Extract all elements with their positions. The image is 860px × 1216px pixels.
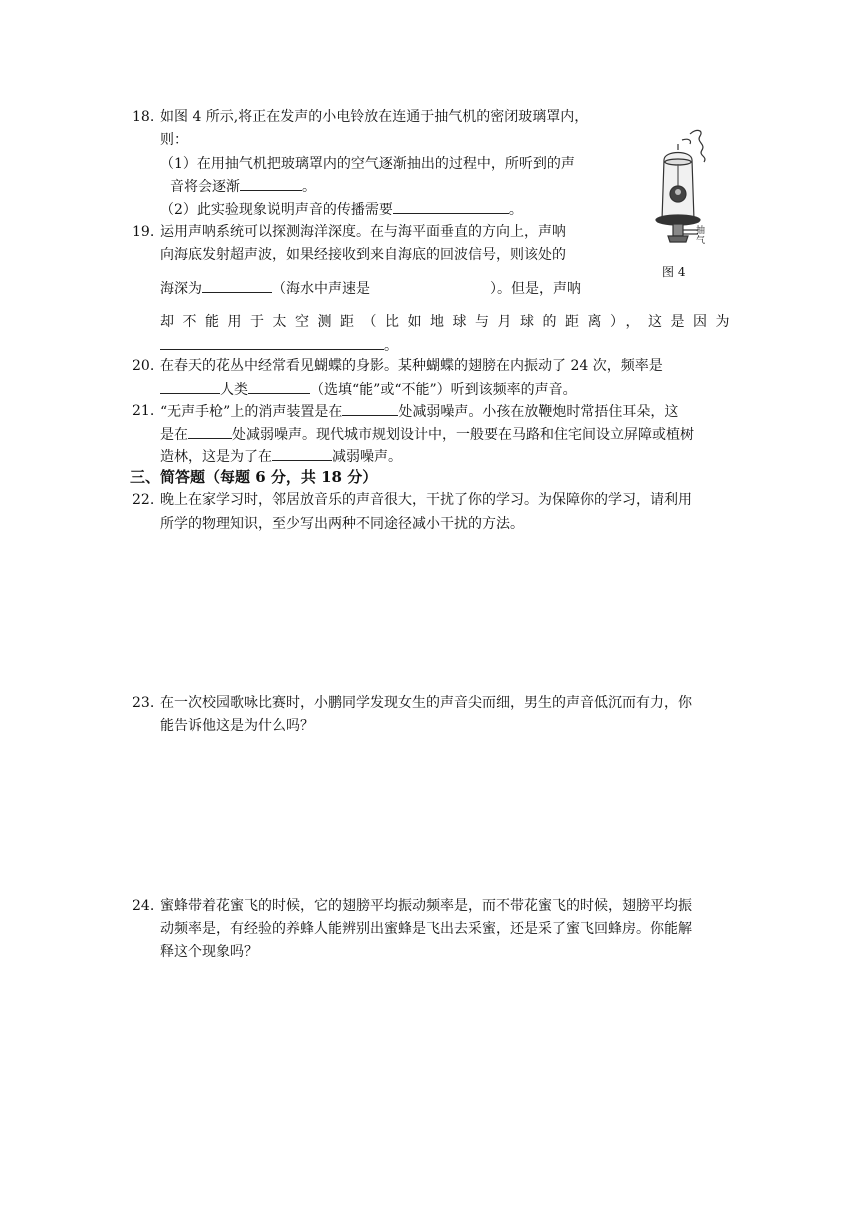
q19-line5-end: 。	[384, 338, 398, 354]
q24-line3: 释这个现象吗？	[160, 944, 258, 960]
q23-number: 23.	[132, 695, 155, 711]
q22-line2: 所学的物理知识，至少写出两种不同途径减小干扰的方法。	[160, 516, 524, 532]
section-heading: 三、简答题（每题 6 分，共 18 分）	[130, 468, 378, 486]
q20-line2-text-a: 人类	[220, 382, 248, 398]
q18-answer-blank-1[interactable]	[240, 176, 302, 191]
q23-line1: 在一次校园歌咏比赛时，小鹏同学发现女生的声音尖而细，男生的声音低沉而有力，你	[160, 695, 692, 711]
q21-answer-blank-1[interactable]	[342, 401, 398, 416]
q19-line2: 向海底发射超声波，如果经接收到来自海底的回波信号，则该处的	[160, 247, 566, 263]
q19-line4: 却不能用于太空测距（比如地球与月球的距离），这是因为	[160, 314, 738, 330]
pump-label: 抽气	[696, 226, 706, 246]
q20-line2	[160, 379, 577, 400]
q19-answer-blank-2[interactable]	[160, 335, 384, 350]
q20-number: 20.	[132, 358, 155, 374]
q18-line2: 则：	[160, 132, 188, 148]
q21-line2-text-a: 是在	[160, 427, 188, 443]
bell-jar-figure	[638, 126, 718, 256]
q18-line4	[170, 176, 316, 197]
q20-line2-text-b: （选填“能”或“不能”）听到该频率的声音。	[310, 382, 577, 398]
q19-line3	[160, 278, 581, 299]
q18-line4-end: 。	[302, 179, 316, 195]
q18-line1: 如图 4 所示,将正在发声的小电铃放在连通于抽气机的密闭玻璃罩内，	[160, 109, 589, 125]
q21-line3-text-b: 减弱噪声。	[332, 449, 402, 465]
figure-caption: 图 4	[662, 265, 686, 279]
q21-line2-text-b: 处减弱噪声。现代城市规划设计中，一般要在马路和住宅间设立屏障或植树	[232, 427, 694, 443]
q21-line3	[160, 446, 402, 467]
q19-line3-text-c: ）。但是，声呐	[490, 281, 581, 297]
q18-line3: （1）在用抽气机把玻璃罩内的空气逐渐抽出的过程中，所听到的声	[160, 156, 575, 172]
q24-line1: 蜜蜂带着花蜜飞的时候，它的翅膀平均振动频率是，而不带花蜜飞的时候，翅膀平均振	[160, 898, 692, 914]
q21-line3-text-a: 造林，这是为了在	[160, 449, 272, 465]
q23-line2: 能告诉他这是为什么吗？	[160, 718, 314, 734]
q21-line1-text-b: 处减弱噪声。小孩在放鞭炮时常捂住耳朵，这	[398, 404, 679, 420]
q18-number: 18.	[132, 109, 155, 125]
q21-number: 21.	[132, 403, 155, 419]
q18-answer-blank-2[interactable]	[393, 199, 509, 214]
q18-line5-text: （2）此实验现象说明声音的传播需要	[160, 202, 393, 218]
q20-line1: 在春天的花丛中经常看见蝴蝶的身影。某种蝴蝶的翅膀在内振动了 24 次，频率是	[160, 358, 663, 374]
q22-line1: 晚上在家学习时，邻居放音乐的声音很大，干扰了你的学习。为保障你的学习，请利用	[160, 492, 692, 508]
q19-line1: 运用声呐系统可以探测海洋深度。在与海平面垂直的方向上，声呐	[160, 224, 566, 240]
q18-line4-text: 音将会逐渐	[170, 179, 240, 195]
q24-line2: 动频率是，有经验的养蜂人能辨别出蜜蜂是飞出去采蜜，还是采了蜜飞回蜂房。你能解	[160, 921, 692, 937]
q20-answer-blank-2[interactable]	[248, 379, 310, 394]
q22-number: 22.	[132, 492, 155, 508]
q19-line5	[160, 335, 398, 356]
q19-number: 19.	[132, 224, 155, 240]
q18-line5	[160, 199, 523, 220]
q21-line2	[160, 424, 694, 445]
q21-answer-blank-2[interactable]	[188, 424, 232, 439]
q18-line5-end: 。	[508, 202, 523, 218]
q21-answer-blank-3[interactable]	[272, 446, 332, 461]
q19-line3-text-a: 海深为	[160, 281, 202, 297]
q24-number: 24.	[132, 898, 155, 914]
q19-answer-blank-1[interactable]	[202, 278, 272, 293]
q21-line1	[160, 401, 678, 422]
q21-line1-text-a: “无声手枪”上的消声装置是在	[160, 404, 343, 420]
q19-line3-text-b: （海水中声速是	[272, 281, 370, 297]
q20-answer-blank-1[interactable]	[160, 379, 220, 394]
